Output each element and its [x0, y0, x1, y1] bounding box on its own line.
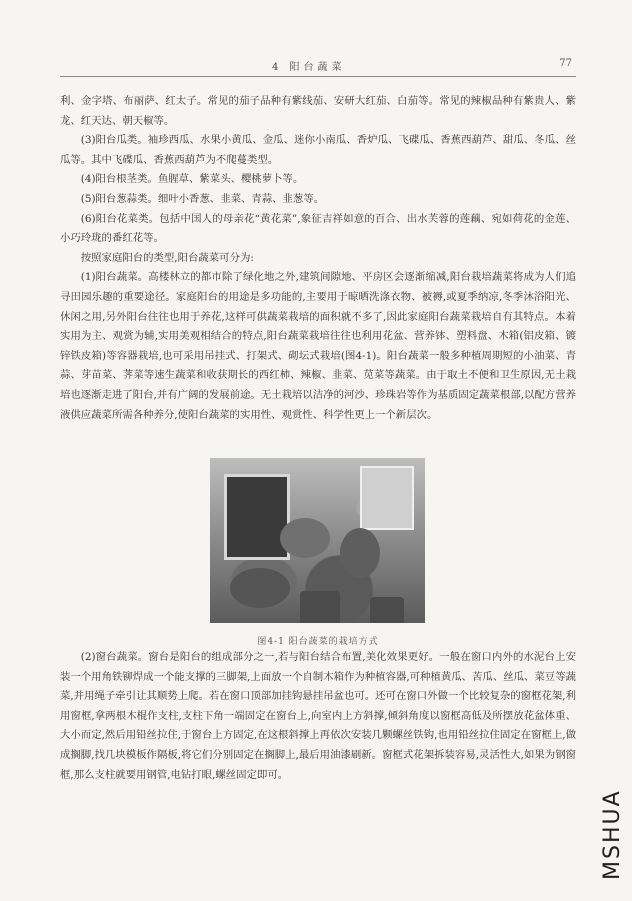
- photo-pot: [300, 591, 340, 623]
- running-head-chapter: 4 阳台蔬菜: [272, 62, 346, 73]
- paragraph: (5)阳台葱蒜类。细叶小香葱、韭菜、青蒜、韭葱等。: [80, 192, 325, 205]
- photo-plant: [340, 528, 380, 578]
- paragraph: 利、金字塔、布丽萨、红太子。常见的茄子品种有紫线茄、安研大红茄、白茄等。常见的辣椒品种有紫贵人、紫龙、红天达、朝天椒等。: [60, 95, 576, 127]
- photo-plant: [280, 518, 330, 558]
- paragraph: 按照家庭阳台的类型,阳台蔬菜可分为:: [80, 251, 254, 264]
- page-number: 77: [559, 58, 572, 69]
- photo-plant: [230, 568, 290, 608]
- body-text-top: [60, 92, 576, 425]
- balcony-vegetables-photo: [210, 458, 425, 623]
- photo-pot: [370, 597, 404, 623]
- body-text-bottom: [60, 648, 576, 785]
- paragraph: (1)阳台蔬菜。高楼林立的都市除了绿化地之外,建筑间隙地、平房区会逐渐缩减,阳台栽培蔬菜将成为人们追寻田园乐趣的重要途径。家庭阳台的用途是多功能的,主要用于晾晒洗涤衣物、被褥,或夏季纳凉,冬季沐浴阳光、休闲之用,另外阳台往往也用于养花,这样可供蔬菜栽培的面积就不多了,因此家庭阳台蔬菜栽培自有其特点。本着实用为主、观赏为辅,实用美观相结合的特点,阳台蔬菜栽培往往也利用花盆、营养钵、塑料盘、木箱(铝皮箱、镀锌铁皮箱)等容器栽培,也可采用吊挂式、打架式、砌坛式栽培(图4-1)。阳台蔬菜一般多种植周期短的小油菜、青蒜、芽苗菜、荠菜等速生蔬菜和收获期长的西红柿、辣椒、韭菜、苋菜等蔬菜。由于取土不便和卫生原因,无土栽培也逐渐走进了阳台,并有广阔的发展前途。无土栽培以洁净的河沙、珍珠岩等作为基质固定蔬菜根部,以配方营养液供应蔬菜所需各种养分,使阳台蔬菜的实用性、观赏性、科学性更上一个新层次。: [60, 271, 576, 421]
- figure-caption: 图4-1 阳台蔬菜的栽培方式: [257, 637, 379, 647]
- photo-window-dark: [224, 474, 290, 560]
- page-header: [60, 56, 576, 77]
- watermark-text: MSHUA: [600, 789, 625, 880]
- paragraph: (3)阳台瓜类。袖珍西瓜、水果小黄瓜、金瓜、迷你小南瓜、香炉瓜、飞碟瓜、香蕉西葫芦、甜瓜、冬瓜、丝瓜等。其中飞碟瓜、香蕉西葫芦为不爬蔓类型。: [60, 134, 576, 166]
- photo-window-light: [360, 466, 414, 530]
- paragraph: (6)阳台花菜类。包括中国人的母亲花“黄花菜”,象征吉祥如意的百合、出水芙蓉的莲藕、宛如荷花的金莲、小巧玲珑的番红花等。: [60, 212, 576, 245]
- paragraph: (4)阳台根茎类。鱼腥草、紫菜头、樱桃萝卜等。: [80, 173, 304, 186]
- paragraph: (2)窗台蔬菜。窗台是阳台的组成部分之一,若与阳台结合布置,美化效果更好。一般在窗口内外的水泥台上安装一个用角铁铆焊成一个能支撑的三脚架,上面放一个自制木箱作为种植容器,可种植黄瓜、苦瓜、丝瓜、菜豆等蔬菜,并用绳子牵引让其顺势上爬。若在窗口顶部加挂钩悬挂吊盆也可。还可在窗口外做一个比较复杂的窗框花架,利用窗框,拿两根木棍作支柱,支柱下角一端固定在窗台上,向室内上方斜撑,倾斜角度以窗框高低及所摆放花盆体重、大小而定,然后用铅丝拉住,于窗台上方固定,在这根斜撑上再依次安装几颗螺丝铁钩,也用铅丝拉住固定在窗框上,做成搁脚,找几块模板作隔板,将它们分别固定在搁脚上,最后用油漆刷新。窗框式花架拆装容易,灵活性大,如果为钢窗框,那么支柱就要用钢管,电钻打眼,螺丝固定即可。: [60, 651, 576, 781]
